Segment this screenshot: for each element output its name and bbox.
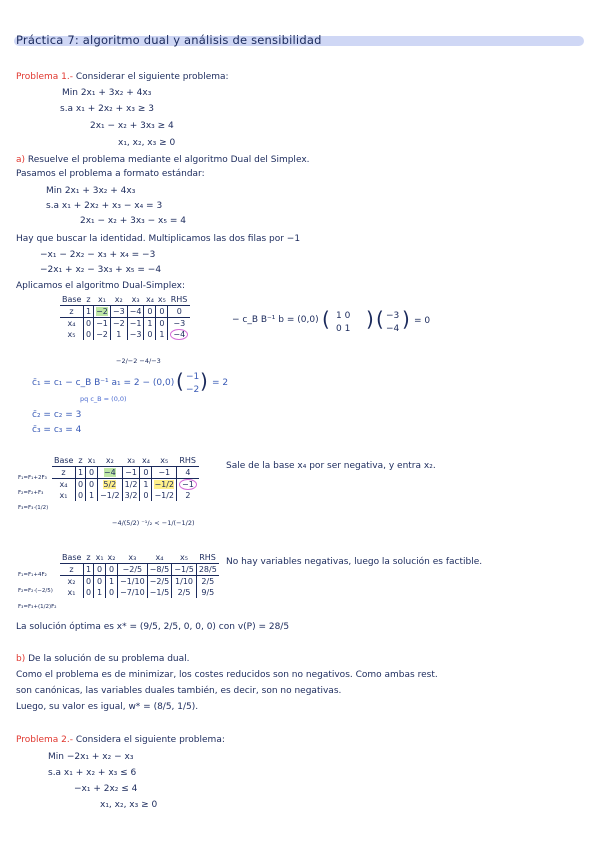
problem-1-intro: Considerar el siguiente problema: [75, 72, 229, 82]
t3-header: x₁ [95, 552, 104, 562]
t3-header: x₃ [117, 552, 147, 564]
t2-cell: z [52, 467, 75, 479]
part-b-line-2: son canónicas, las variables duales también, es decir, son no negativas. [16, 686, 342, 696]
left-paren: ( [376, 307, 384, 331]
t3-cell: −7/10 [117, 587, 147, 598]
table-row [60, 318, 190, 330]
t3-rowop: F₁=F₁+4F₂ [18, 572, 47, 578]
problem-2-statement [16, 735, 225, 746]
t2-rowop: F₂=F₂+F₃ [18, 490, 44, 496]
t2-rowop: F₁=F₁+2F₃ [18, 475, 47, 481]
formula-result: = 0 [414, 316, 431, 326]
t1-cell: 0 [156, 318, 168, 330]
t3-cell: 28/5 [196, 564, 218, 576]
part-a-statement [16, 155, 310, 166]
t1-cell: −1 [127, 318, 144, 330]
t1-cell: 0 [144, 306, 156, 318]
table-row [60, 587, 219, 598]
t2-header: Base [54, 455, 74, 465]
page-title: Práctica 7: algoritmo dual y análisis de sensibilidad [16, 33, 322, 47]
part-b-line-1: Como el problema es de minimizar, los costes reducidos son no negativos. Como ambas rest. [16, 670, 438, 680]
left-paren: ( [322, 307, 330, 331]
table-row [60, 306, 190, 318]
t3-cell: 2/5 [172, 587, 197, 598]
optimal-solution: La solución óptima es x* = (9/5, 2/5, 0, 0, 0) con v(P) = 28/5 [16, 622, 290, 632]
t3-rowop: F₂=F₂·(−2/5) [18, 588, 53, 594]
t2-cell: −1/2 [154, 479, 175, 489]
t2-cell: 0 [75, 490, 85, 501]
t2-cell: x₄ [59, 479, 68, 489]
t2-header: x₃ [122, 455, 140, 467]
tableau-2 [52, 455, 199, 501]
t1-cell: −3 [127, 329, 144, 340]
t1-ratios: −2/−2 −4/−3 [116, 357, 161, 365]
t2-cell: 0 [86, 479, 98, 491]
part-a-text: Resuelve el problema mediante el algoritmo Dual del Simplex. [27, 155, 310, 165]
t3-cell: 0 [94, 576, 106, 588]
t3-cell: −1/10 [117, 576, 147, 588]
t2-cell: −1 [122, 467, 140, 479]
t2-header: x₄ [141, 455, 150, 465]
identity-text: Hay que buscar la identidad. Multiplicamos las dos filas por −1 [16, 234, 301, 244]
right-paren: ) [366, 307, 374, 331]
t3-rowop: F₃=F₃+(1/2)F₂ [18, 604, 57, 610]
t1-cell: −1 [94, 318, 111, 330]
t2-cell: −1/2 [98, 490, 123, 501]
part-b-label: b) [16, 654, 26, 664]
t1-cell: 1 [156, 329, 168, 340]
column-entry-1: −1 [186, 372, 200, 382]
table-row [60, 564, 219, 576]
t3-cell: 1 [94, 587, 106, 598]
t3-cell: 0 [83, 576, 93, 588]
note-cb: pq c_B = (0,0) [80, 395, 127, 403]
t2-cell: x₁ [59, 490, 68, 500]
t2-cell: −1 [152, 467, 177, 479]
t3-cell: 9/5 [196, 587, 218, 598]
t3-header: x₂ [107, 552, 116, 562]
apply-dual-simplex: Aplicamos el algoritmo Dual-Simplex: [16, 281, 185, 291]
t3-cell: −2/5 [117, 564, 147, 576]
table-row [60, 576, 219, 588]
table-row [52, 467, 199, 479]
reduced-cost-1-result: = 2 [212, 378, 229, 388]
t1-header: RHS [168, 294, 190, 306]
p1-constraint-1: s.a x₁ + 2x₂ + x₃ ≥ 3 [60, 104, 154, 114]
left-paren: ( [176, 369, 184, 393]
t1-cell: 0 [168, 306, 190, 318]
t2-cell: 0 [140, 490, 152, 501]
t3-cell: x₁ [67, 587, 76, 597]
t3-cell: 0 [83, 587, 93, 598]
t3-header: RHS [196, 552, 218, 564]
t1-header: x₁ [94, 294, 111, 306]
tableau-1 [60, 294, 190, 340]
t1-cell: −3 [168, 318, 190, 330]
t1-cell: x₅ [67, 329, 76, 339]
t1-cell: 0 [83, 318, 93, 330]
t3-header: Base [62, 552, 82, 562]
t1-cell: −2 [110, 318, 127, 330]
p1-objective: Min 2x₁ + 3x₂ + 4x₃ [62, 88, 152, 98]
t1-header: Base [62, 294, 82, 304]
t2-cell: 4 [177, 467, 199, 479]
t3-cell: 0 [106, 587, 118, 598]
t2-header: RHS [177, 455, 199, 467]
t3-cell: 1 [106, 576, 118, 588]
negated-row-2: −2x₁ + x₂ − 3x₃ + x₅ = −4 [40, 265, 162, 275]
t3-cell: −8/5 [147, 564, 172, 576]
p2-constraint-1: s.a x₁ + x₂ + x₃ ≤ 6 [48, 768, 137, 778]
column-entry-2: −2 [186, 385, 200, 395]
t1-cell: z [60, 306, 83, 318]
t3-cell: −1/5 [172, 564, 197, 576]
p2-nonneg: x₁, x₂, x₃ ≥ 0 [100, 800, 158, 810]
t3-cell: z [60, 564, 83, 576]
t1-cell: 0 [156, 306, 168, 318]
t3-cell: −1/5 [147, 587, 172, 598]
t2-cell: 1/2 [122, 479, 140, 491]
t2-header: z [75, 455, 85, 467]
t3-cell: 0 [94, 564, 106, 576]
part-b-text: De la solución de su problema dual. [28, 654, 190, 664]
problem-1-heading: Problema 1.- [16, 72, 74, 82]
matrix-row-2: 0 1 [336, 324, 351, 334]
t2-cell: 5/2 [103, 479, 117, 489]
part-b-line-3: Luego, su valor es igual, w* = (8/5, 1/5). [16, 702, 199, 712]
reduced-cost-1: c̄₁ = c₁ − c_B B⁻¹ a₁ = 2 − (0,0) [32, 378, 175, 388]
table-row [52, 479, 199, 491]
part-a-label: a) [16, 155, 26, 165]
t2-cell: −1/2 [152, 490, 177, 501]
vector-entry-1: −3 [386, 311, 400, 321]
t1-cell: x₄ [67, 318, 76, 328]
t2-cell: 0 [75, 479, 85, 491]
t2-cell: 3/2 [122, 490, 140, 501]
t1-pivot-rhs: −4 [170, 329, 188, 340]
t1-cell: 0 [144, 329, 156, 340]
problem-2-intro: Considera el siguiente problema: [75, 735, 225, 745]
p1-constraint-2: 2x₁ − x₂ + 3x₃ ≥ 4 [90, 121, 174, 131]
t2-rowop: F₃=F₃·(1/2) [18, 505, 49, 511]
t2-header: x₁ [87, 455, 96, 465]
t3-cell: 1/10 [172, 576, 197, 588]
t2-pivot-rhs: −1 [179, 479, 197, 490]
t1-cell: 1 [83, 306, 93, 318]
t2-cell: 1 [75, 467, 85, 479]
t1-cell: −3 [110, 306, 127, 318]
matrix-row-1: 1 0 [336, 311, 351, 321]
vector-entry-2: −4 [386, 324, 400, 334]
table-row [52, 490, 199, 501]
t2-cell: 2 [177, 490, 199, 501]
reduced-cost-2: c̄₂ = c₂ = 3 [32, 410, 82, 420]
std-objective: Min 2x₁ + 3x₂ + 4x₃ [46, 186, 136, 196]
std-constraint-1: s.a x₁ + 2x₂ + x₃ − x₄ = 3 [46, 201, 163, 211]
t1-header: z [83, 294, 93, 306]
t2-header: x₂ [98, 455, 123, 467]
formula-objective-value: − c_B B⁻¹ b = (0,0) [232, 315, 319, 325]
tableau-3 [60, 552, 219, 598]
right-paren: ) [402, 307, 410, 331]
problem-2-heading: Problema 2.- [16, 735, 74, 745]
t3-header: z [83, 552, 93, 564]
t1-cell: −2 [94, 329, 111, 340]
t3-cell: x₂ [67, 576, 76, 586]
t3-header: x₅ [172, 552, 197, 564]
right-paren: ) [200, 369, 208, 393]
t1-header: x₃ [127, 294, 144, 306]
t1-header: x₂ [110, 294, 127, 306]
t1-header: x₄ [145, 294, 154, 304]
std-constraint-2: 2x₁ − x₂ + 3x₃ − x₅ = 4 [80, 216, 186, 226]
t2-cell: 0 [86, 467, 98, 479]
t3-note: No hay variables negativas, luego la solución es factible. [226, 557, 483, 567]
t2-cell: 1 [140, 479, 152, 491]
std-form-intro: Pasamos el problema a formato estándar: [16, 169, 205, 179]
t2-cell: −4 [103, 467, 116, 477]
t1-cell: −2 [96, 306, 108, 316]
t1-cell: 1 [110, 329, 127, 340]
t3-cell: 1 [83, 564, 93, 576]
t3-cell: −2/5 [147, 576, 172, 588]
t2-note: Sale de la base x₄ por ser negativa, y entra x₂. [226, 461, 436, 471]
t1-cell: 0 [83, 329, 93, 340]
p2-constraint-2: −x₁ + 2x₂ ≤ 4 [74, 784, 138, 794]
t2-ratios: −4/(5/2) ⁻¹/₂ < −1/(−1/2) [112, 519, 195, 527]
t1-cell: −4 [127, 306, 144, 318]
part-b-statement [16, 654, 190, 665]
t3-cell: 0 [106, 564, 118, 576]
p2-objective: Min −2x₁ + x₂ − x₃ [48, 752, 134, 762]
problem-1-statement [16, 72, 229, 83]
p1-nonneg: x₁, x₂, x₃ ≥ 0 [118, 138, 176, 148]
t3-header: x₄ [147, 552, 172, 564]
t1-cell: 1 [144, 318, 156, 330]
reduced-cost-3: c̄₃ = c₃ = 4 [32, 425, 82, 435]
table-row [60, 329, 190, 340]
t1-header: x₅ [157, 294, 166, 304]
t3-cell: 2/5 [196, 576, 218, 588]
t2-header: x₅ [152, 455, 177, 467]
t2-cell: 1 [86, 490, 98, 501]
t2-cell: 0 [140, 467, 152, 479]
negated-row-1: −x₁ − 2x₂ − x₃ + x₄ = −3 [40, 250, 156, 260]
